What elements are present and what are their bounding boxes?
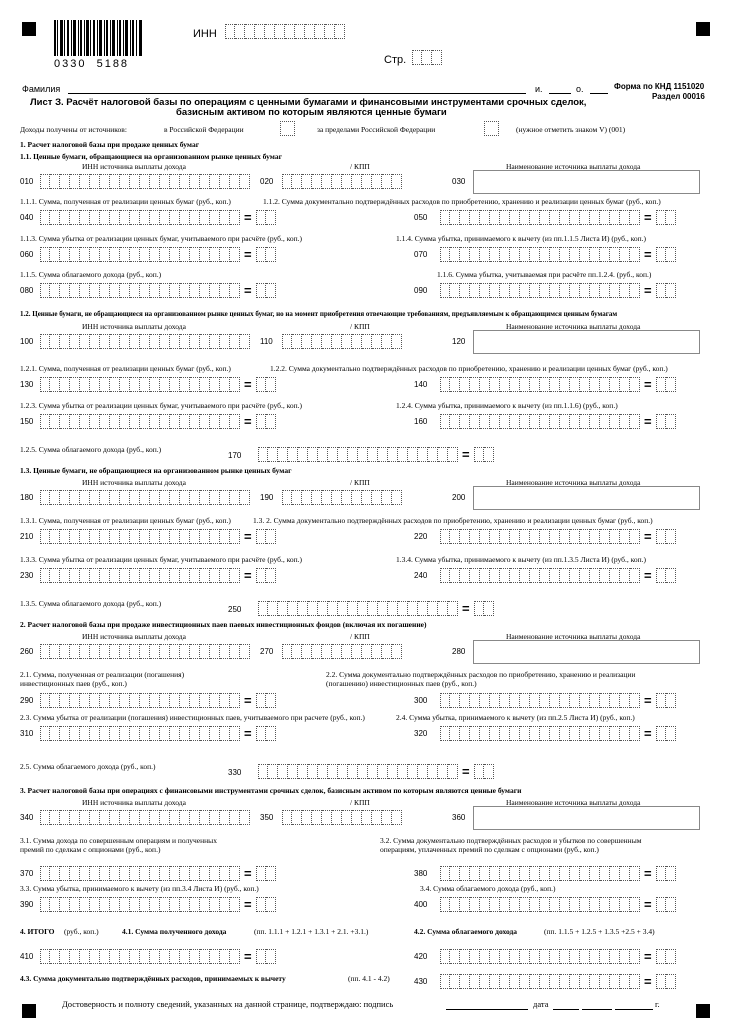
s2-r2-code-310: 310	[20, 729, 34, 738]
b13-r1-code-220: 220	[414, 532, 428, 541]
b13-r2-amount-230-kop[interactable]	[256, 568, 276, 583]
equals-sign: =	[244, 283, 252, 298]
section3-title: 3. Расчет налоговой базы при операциях с финансовыми инструментами срочных сделок, базисным активом по которым являются ценные бумаги	[20, 786, 522, 795]
s3-kpp-cells[interactable]	[282, 810, 402, 825]
b12-kpp-header: / КПП	[350, 322, 370, 331]
b11-r1-code-050: 050	[414, 213, 428, 222]
date-day-field[interactable]	[553, 1009, 579, 1010]
s2-amount-290-rub[interactable]	[40, 693, 240, 708]
b13-r2-amount-230-rub[interactable]	[40, 568, 240, 583]
b11-inn-header: ИНН источника выплаты дохода	[82, 162, 186, 171]
equals-sign: =	[644, 377, 652, 392]
s2-amount-300-kop[interactable]	[656, 693, 676, 708]
barcode-number: 0330 5188	[54, 58, 130, 70]
equals-sign: =	[644, 897, 652, 912]
b13-r1-amount-220-rub[interactable]	[440, 529, 640, 544]
s2-kpp-header: / КПП	[350, 632, 370, 641]
b13-r3-amount-250-kop[interactable]	[474, 601, 494, 616]
section1-title: 1. Расчет налоговой базы при продаже ценных бумаг	[20, 140, 200, 149]
b11-r1-amount-040-kop[interactable]	[256, 210, 276, 225]
s3-name-box[interactable]	[473, 806, 700, 830]
b11-kpp-cells[interactable]	[282, 174, 402, 189]
s2-code-260: 260	[20, 647, 34, 656]
s2-code-300: 300	[414, 696, 428, 705]
equals-sign: =	[644, 726, 652, 741]
section2-title: 2. Расчет налоговой базы при продаже инвестиционных паев паевых инвестиционных фондов (включая их погашение)	[20, 620, 427, 629]
b12-code-120: 120	[452, 337, 466, 346]
b12-r3-amount-170-kop[interactable]	[474, 447, 494, 462]
s4-title: 4. ИТОГО	[20, 927, 55, 936]
b11-name-header: Наименование источника выплаты дохода	[506, 162, 641, 171]
b11-r2-label-left: 1.1.3. Сумма убытка от реализации ценных бумаг, учитываемого при расчёте (руб., коп.)	[20, 234, 303, 243]
b11-kpp-header: / КПП	[350, 162, 370, 171]
b13-r2-label-right: 1.3.4. Сумма убытка, принимаемого к вычету (из пп.1.3.5 Листа И) (руб., коп.)	[396, 555, 646, 564]
initial-i-field[interactable]	[549, 93, 571, 94]
s3-r2-amount-400-kop[interactable]	[656, 897, 676, 912]
b12-r2-code-150: 150	[20, 417, 34, 426]
b11-r3-label-right: 1.1.6. Сумма убытка, учитываемая при расчёте пп.1.2.4. (руб., коп.)	[437, 270, 652, 279]
s4-amount-410-kop[interactable]	[256, 949, 276, 964]
s3-r2-code-400: 400	[414, 900, 428, 909]
b12-r1-label-right: 1.2.2. Сумма документально подтверждённых расходов по приобретению, хранению и реализации ценных бумаг (руб., коп.)	[270, 364, 668, 373]
date-month-field[interactable]	[582, 1009, 612, 1010]
s2-amount-300-rub[interactable]	[440, 693, 640, 708]
equals-sign: =	[244, 726, 252, 741]
signature-field[interactable]	[446, 1009, 528, 1010]
equals-sign: =	[644, 283, 652, 298]
initial-o-field[interactable]	[590, 93, 608, 94]
s4-unit: (руб., коп.)	[64, 927, 99, 936]
equals-sign: =	[244, 866, 252, 881]
s3-code-360: 360	[452, 813, 466, 822]
b12-r1-code-130: 130	[20, 380, 34, 389]
s2-r3-label: 2.5. Сумма облагаемого дохода (руб., коп.)	[20, 762, 156, 771]
b11-r3-code-080: 080	[20, 286, 34, 295]
b13-code-180: 180	[20, 493, 34, 502]
b11-r2-amount-070-rub[interactable]	[440, 247, 640, 262]
surname-label: Фамилия	[22, 84, 61, 94]
s2-r2-amount-310-rub[interactable]	[40, 726, 240, 741]
s3-amount-370-rub[interactable]	[40, 866, 240, 881]
b12-r3-code-170: 170	[228, 451, 242, 460]
sources-label: Доходы получены от источников:	[20, 125, 127, 134]
b11-r2-code-070: 070	[414, 250, 428, 259]
b13-kpp-header: / КПП	[350, 478, 370, 487]
s2-l22b: (погашению) инвестиционных паев (руб., коп.)	[326, 679, 477, 688]
s2-kpp-cells[interactable]	[282, 644, 402, 659]
b13-r2-code-240: 240	[414, 571, 428, 580]
b11-r1-code-040: 040	[20, 213, 34, 222]
b11-r3-amount-090-kop[interactable]	[656, 283, 676, 298]
b12-r2-label-left: 1.2.3. Сумма убытка от реализации ценных бумаг, учитываемого при расчёте (руб., коп.)	[20, 401, 303, 410]
s4-amount-410-rub[interactable]	[40, 949, 240, 964]
s2-inn-cells[interactable]	[40, 644, 250, 659]
s3-r2-amount-390-rub[interactable]	[40, 897, 240, 912]
s2-r2-amount-310-kop[interactable]	[256, 726, 276, 741]
s2-r3-code-330: 330	[228, 768, 242, 777]
equals-sign: =	[244, 568, 252, 583]
s3-code-350: 350	[260, 813, 274, 822]
b13-name-box[interactable]	[473, 486, 700, 510]
sheet-title-line1: Лист З. Расчёт налоговой базы по операциям с ценными бумагами и финансовыми инструментами срочных сделок,	[30, 97, 587, 108]
b12-r1-code-140: 140	[414, 380, 428, 389]
b11-r3-amount-080-kop[interactable]	[256, 283, 276, 298]
b11-inn-cells[interactable]	[40, 174, 250, 189]
b12-code-100: 100	[20, 337, 34, 346]
equals-sign: =	[644, 568, 652, 583]
b11-r1-label-left: 1.1.1. Сумма, полученная от реализации ценных бумаг (руб., коп.)	[20, 197, 231, 206]
b11-code-030: 030	[452, 177, 466, 186]
b11-r1-amount-050-rub[interactable]	[440, 210, 640, 225]
s4-code-430: 430	[414, 977, 428, 986]
b11-code-020: 020	[260, 177, 274, 186]
s4-code-420: 420	[414, 952, 428, 961]
s3-r2-label-right: 3.4. Сумма облагаемого дохода (руб., коп.)	[420, 884, 556, 893]
s4-l43f: (пп. 4.1 - 4.2)	[348, 974, 390, 983]
b11-r3-amount-080-rub[interactable]	[40, 283, 240, 298]
b12-kpp-cells[interactable]	[282, 334, 402, 349]
s3-l31b: премий по сделкам с опционами (руб., коп.)	[20, 845, 161, 854]
s2-r2-amount-320-rub[interactable]	[440, 726, 640, 741]
b11-r2-code-060: 060	[20, 250, 34, 259]
source-rf-label: в Российской Федерации	[164, 125, 244, 134]
equals-sign: =	[462, 447, 470, 462]
b13-name-header: Наименование источника выплаты дохода	[506, 478, 641, 487]
initial-i-label: и.	[535, 84, 543, 94]
s2-l21a: 2.1. Сумма, полученная от реализации (погашения)	[20, 670, 185, 679]
b12-r2-amount-150-rub[interactable]	[40, 414, 240, 429]
s4-amount-430-kop[interactable]	[656, 974, 676, 989]
equals-sign: =	[244, 693, 252, 708]
b12-r2-code-160: 160	[414, 417, 428, 426]
form-code: Форма по КНД 1151020	[614, 82, 705, 91]
s2-r3-amount-330-rub[interactable]	[258, 764, 458, 779]
b11-r3-amount-090-rub[interactable]	[440, 283, 640, 298]
equals-sign: =	[244, 377, 252, 392]
s2-r2-amount-320-kop[interactable]	[656, 726, 676, 741]
s2-code-280: 280	[452, 647, 466, 656]
section13-title: 1.3. Ценные бумаги, не обращающиеся на организованном рынке ценных бумаг	[20, 466, 292, 475]
b11-r3-code-090: 090	[414, 286, 428, 295]
b13-r3-code-250: 250	[228, 605, 242, 614]
b12-r2-amount-160-kop[interactable]	[656, 414, 676, 429]
s3-r2-amount-400-rub[interactable]	[440, 897, 640, 912]
s2-name-header: Наименование источника выплаты дохода	[506, 632, 641, 641]
s3-amount-370-kop[interactable]	[256, 866, 276, 881]
b12-r2-amount-150-kop[interactable]	[256, 414, 276, 429]
b12-code-110: 110	[260, 337, 273, 346]
footer-confirm: Достоверность и полноту сведений, указанных на данной странице, подтверждаю: подпись	[62, 999, 394, 1009]
date-year-field[interactable]	[615, 1009, 653, 1010]
s4-amount-420-rub[interactable]	[440, 949, 640, 964]
s4-l41b: 4.1. Сумма полученного дохода	[122, 927, 227, 936]
b13-r1-label-right: 1.3. 2. Сумма документально подтверждённых расходов по приобретению, хранению и реализации ценных бумаг (руб., коп.)	[253, 516, 653, 525]
b13-r3-amount-250-rub[interactable]	[258, 601, 458, 616]
b11-r1-amount-050-kop[interactable]	[656, 210, 676, 225]
s2-l22a: 2.2. Сумма документально подтверждённых расходов по приобретению, хранению и реализации	[326, 670, 636, 679]
s3-r2-code-390: 390	[20, 900, 34, 909]
equals-sign: =	[644, 949, 652, 964]
b13-r1-label-left: 1.3.1. Сумма, полученная от реализации ценных бумаг (руб., коп.)	[20, 516, 231, 525]
s4-l41f: (пп. 1.1.1 + 1.2.1 + 1.3.1 + 2.1. +3.1.)	[254, 927, 369, 936]
source-rf-checkbox[interactable]	[280, 121, 295, 136]
s2-r2-label-left: 2.3. Сумма убытка от реализации (погашения) инвестиционных паев, учитываемого при расчете (руб., коп.)	[20, 713, 365, 722]
b13-r2-label-left: 1.3.3. Сумма убытка от реализации ценных бумаг, учитываемого при расчёте (руб., коп.)	[20, 555, 303, 564]
b12-r2-label-right: 1.2.4. Сумма убытка, принимаемого к вычету (из пп.1.1.6) (руб., коп.)	[396, 401, 618, 410]
s3-amount-380-rub[interactable]	[440, 866, 640, 881]
s3-amount-380-kop[interactable]	[656, 866, 676, 881]
b13-r1-amount-220-kop[interactable]	[656, 529, 676, 544]
s2-code-290: 290	[20, 696, 34, 705]
b11-name-box[interactable]	[473, 170, 700, 194]
b12-r3-amount-170-rub[interactable]	[258, 447, 458, 462]
section11-title: 1.1. Ценные бумаги, обращающиеся на организованном рынке ценных бумаг	[20, 152, 282, 161]
s3-r2-amount-390-kop[interactable]	[256, 897, 276, 912]
b11-r1-label-right: 1.1.2. Сумма документально подтверждённых расходов по приобретению, хранению и реализации ценных бумаг (руб., коп.)	[263, 197, 661, 206]
s2-r2-label-right: 2.4. Сумма убытка, принимаемого к вычету (из пп.2.5 Листа И) (руб., коп.)	[396, 713, 635, 722]
sources-note: (нужное отметить знаком V) (001)	[516, 125, 626, 134]
b11-code-010: 010	[20, 177, 34, 186]
equals-sign: =	[244, 897, 252, 912]
initial-o-label: о.	[576, 84, 584, 94]
b11-r1-amount-040-rub[interactable]	[40, 210, 240, 225]
s3-kpp-header: / КПП	[350, 798, 370, 807]
s4-l42b: 4.2. Сумма облагаемого дохода	[414, 927, 518, 936]
b12-r1-amount-130-rub[interactable]	[40, 377, 240, 392]
equals-sign: =	[644, 866, 652, 881]
s2-inn-header: ИНН источника выплаты дохода	[82, 632, 186, 641]
b12-r2-amount-160-rub[interactable]	[440, 414, 640, 429]
b12-r1-label-left: 1.2.1. Сумма, полученная от реализации ценных бумаг (руб., коп.)	[20, 364, 231, 373]
s2-r2-code-320: 320	[414, 729, 428, 738]
s4-l42f: (пп. 1.1.5 + 1.2.5 + 1.3.5 +2.5 + 3.4)	[544, 927, 655, 936]
s4-l43b: 4.3. Сумма документально подтверждённых расходов, принимаемых к вычету	[20, 974, 286, 983]
s3-inn-header: ИНН источника выплаты дохода	[82, 798, 186, 807]
equals-sign: =	[644, 974, 652, 989]
b11-r2-label-right: 1.1.4. Сумма убытка, принимаемого к вычету (из пп.1.1.5 Листа И) (руб., коп.)	[396, 234, 646, 243]
s2-name-box[interactable]	[473, 640, 700, 664]
s3-code-370: 370	[20, 869, 34, 878]
equals-sign: =	[244, 949, 252, 964]
equals-sign: =	[644, 529, 652, 544]
b11-r2-amount-060-kop[interactable]	[256, 247, 276, 262]
footer-date-label: дата	[533, 999, 549, 1009]
s2-amount-290-kop[interactable]	[256, 693, 276, 708]
inn-cells[interactable]	[225, 24, 345, 39]
page-cells[interactable]	[412, 50, 442, 65]
corner-marker-bottom-left	[22, 1004, 36, 1018]
s3-r2-label-left: 3.3. Сумма убытка, принимаемого к вычету (из пп.3.4 Листа И) (руб., коп.)	[20, 884, 259, 893]
s4-code-410: 410	[20, 952, 34, 961]
s4-amount-420-kop[interactable]	[656, 949, 676, 964]
equals-sign: =	[244, 414, 252, 429]
corner-marker-bottom-right	[696, 1004, 710, 1018]
corner-marker-top-right	[696, 22, 710, 36]
b13-r3-label: 1.3.5. Сумма облагаемого дохода (руб., коп.)	[20, 599, 162, 608]
s3-code-340: 340	[20, 813, 34, 822]
b13-kpp-cells[interactable]	[282, 490, 402, 505]
equals-sign: =	[644, 414, 652, 429]
barcode	[54, 20, 142, 56]
source-abroad-label: за пределами Российской Федерации	[317, 125, 436, 134]
equals-sign: =	[244, 247, 252, 262]
b11-r2-amount-070-kop[interactable]	[656, 247, 676, 262]
b13-r1-amount-210-rub[interactable]	[40, 529, 240, 544]
b12-name-header: Наименование источника выплаты дохода	[506, 322, 641, 331]
b13-r1-amount-210-kop[interactable]	[256, 529, 276, 544]
b11-r2-amount-060-rub[interactable]	[40, 247, 240, 262]
s3-inn-cells[interactable]	[40, 810, 250, 825]
corner-marker-top-left	[22, 22, 36, 36]
b12-inn-header: ИНН источника выплаты дохода	[82, 322, 186, 331]
footer-year-label: г.	[655, 999, 660, 1009]
section-code: Раздел 00016	[652, 92, 705, 101]
s3-l31a: 3.1. Сумма дохода по совершенным операциям и полученных	[20, 836, 217, 845]
b13-r1-code-210: 210	[20, 532, 34, 541]
equals-sign: =	[644, 247, 652, 262]
equals-sign: =	[244, 529, 252, 544]
b12-name-box[interactable]	[473, 330, 700, 354]
section12-title: 1.2. Ценные бумаги, не обращающиеся на организованном рынке ценных бумаг, но на момент приобретения отвечающие требованиям, предъявляемым к обращающимся ценным бумагам	[20, 310, 618, 318]
equals-sign: =	[462, 764, 470, 779]
s2-r3-amount-330-kop[interactable]	[474, 764, 494, 779]
b12-r1-amount-140-rub[interactable]	[440, 377, 640, 392]
b11-r3-label-left: 1.1.5. Сумма облагаемого дохода (руб., коп.)	[20, 270, 162, 279]
s2-l21b: инвестиционных паев (руб., коп.)	[20, 679, 127, 688]
equals-sign: =	[644, 693, 652, 708]
b12-r3-label: 1.2.5. Сумма облагаемого дохода (руб., коп.)	[20, 445, 162, 454]
equals-sign: =	[644, 210, 652, 225]
page-label: Стр.	[384, 54, 407, 66]
b13-inn-cells[interactable]	[40, 490, 250, 505]
s3-code-380: 380	[414, 869, 428, 878]
inn-label: ИНН	[193, 28, 217, 40]
sheet-title-line2: базисным активом по которым являются ценные бумаги	[176, 107, 447, 118]
source-abroad-checkbox[interactable]	[484, 121, 499, 136]
s3-l32b: операциям, уплаченных премий по сделкам с опционами (руб., коп.)	[380, 845, 599, 854]
b13-r2-code-230: 230	[20, 571, 34, 580]
equals-sign: =	[462, 601, 470, 616]
s3-l32a: 3.2. Сумма документально подтверждённых расходов и убытков по совершенным	[380, 836, 642, 845]
b13-code-190: 190	[260, 493, 274, 502]
b13-inn-header: ИНН источника выплаты дохода	[82, 478, 186, 487]
b13-r2-amount-240-kop[interactable]	[656, 568, 676, 583]
equals-sign: =	[244, 210, 252, 225]
s3-name-header: Наименование источника выплаты дохода	[506, 798, 641, 807]
s4-amount-430-rub[interactable]	[440, 974, 640, 989]
b12-r1-amount-130-kop[interactable]	[256, 377, 276, 392]
b13-r2-amount-240-rub[interactable]	[440, 568, 640, 583]
b13-code-200: 200	[452, 493, 466, 502]
b12-r1-amount-140-kop[interactable]	[656, 377, 676, 392]
b12-inn-cells[interactable]	[40, 334, 250, 349]
surname-field[interactable]	[68, 93, 526, 94]
s2-code-270: 270	[260, 647, 274, 656]
